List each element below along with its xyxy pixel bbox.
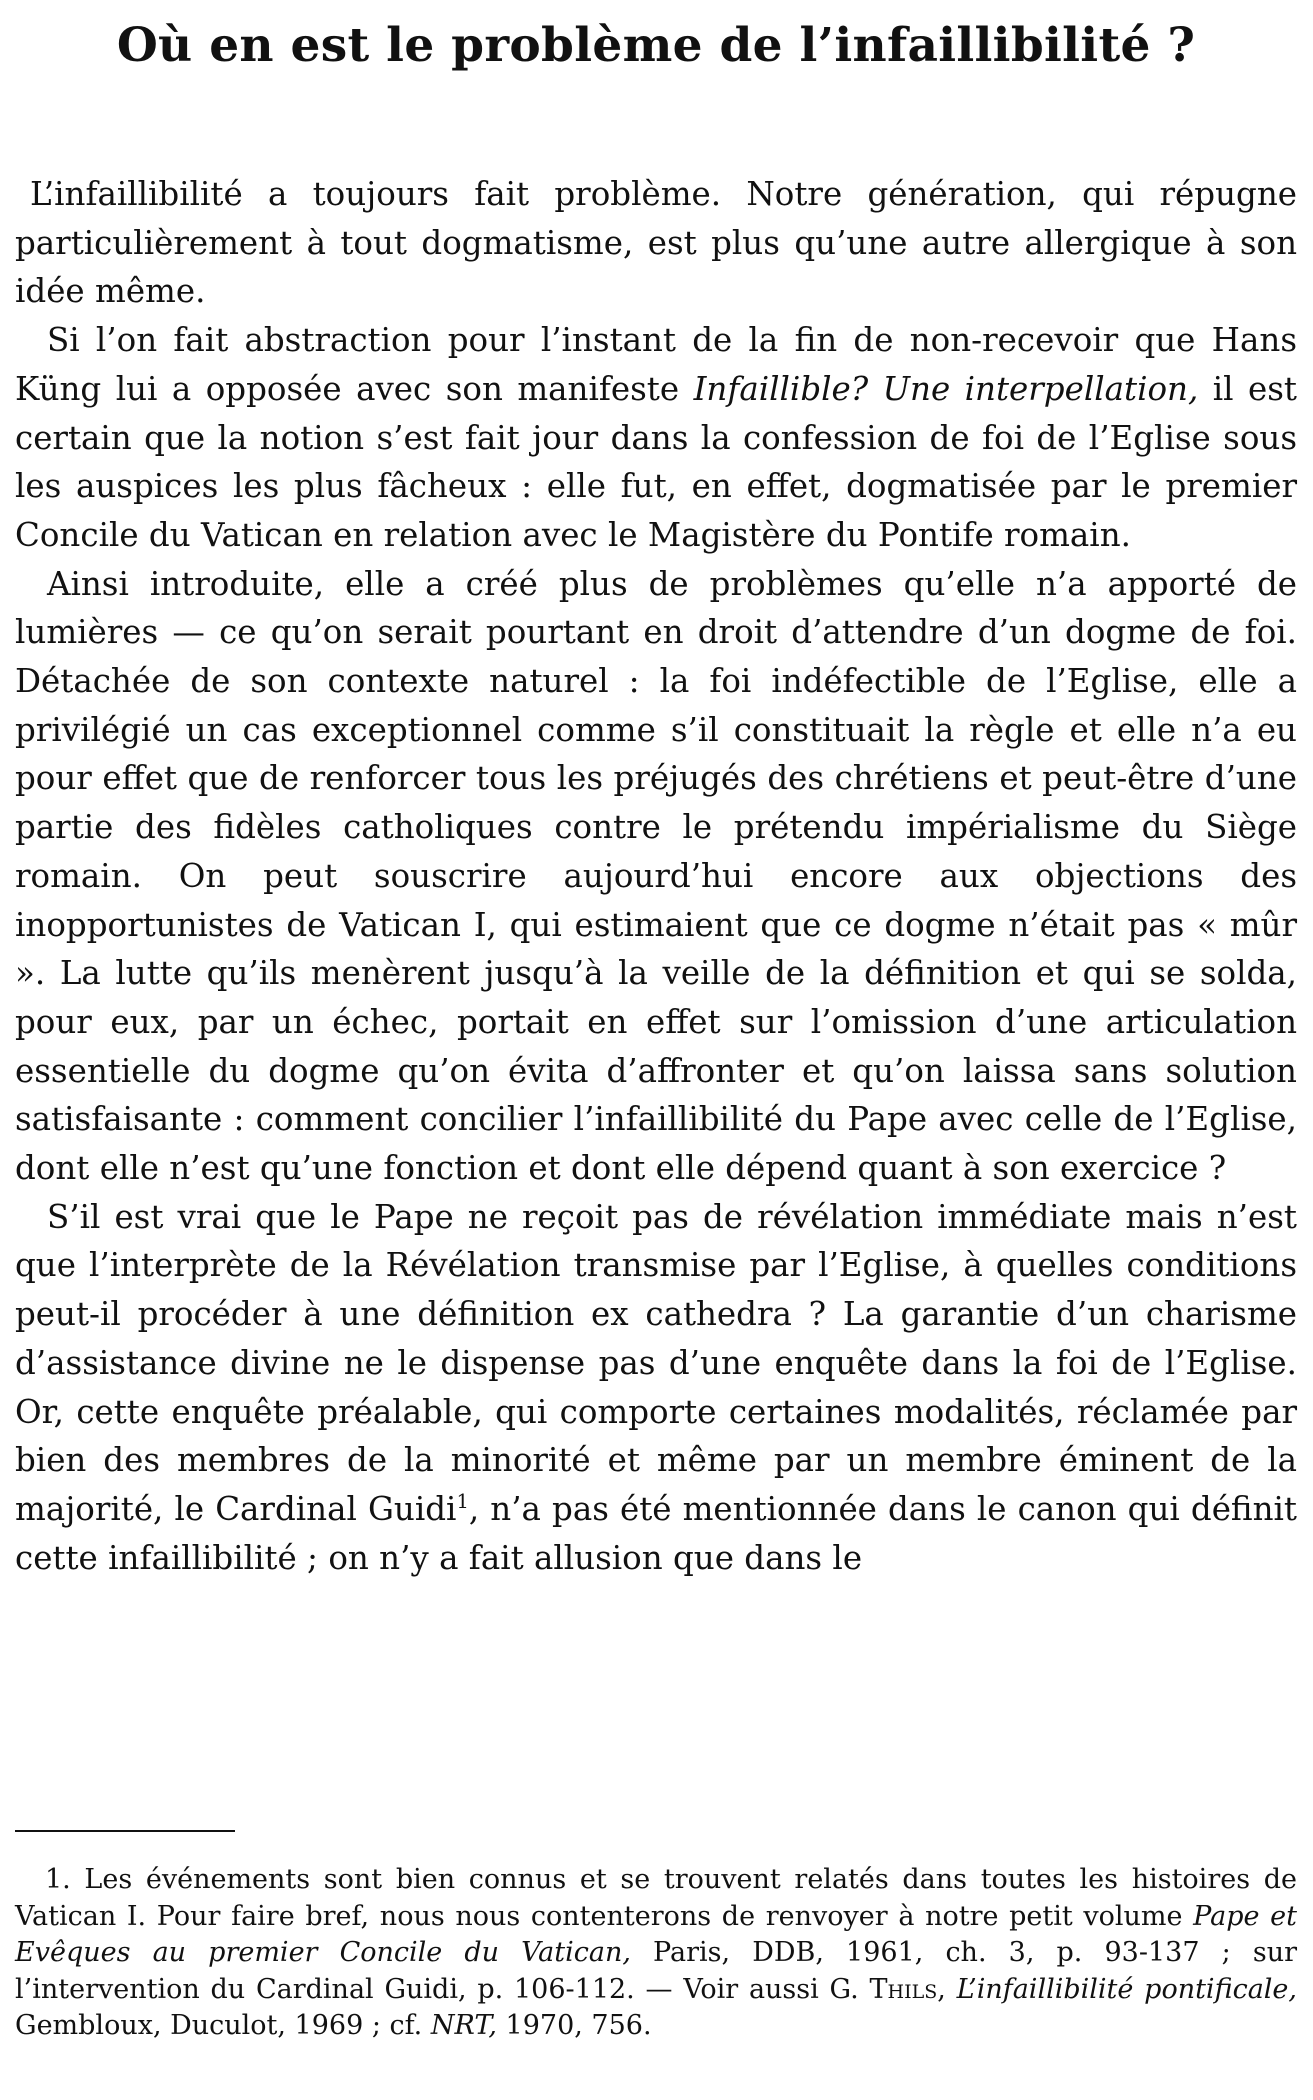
paragraph-2-text-b: il est certain que la notion s’est fait jour dans la confession de foi de l’Eglise sous les auspices les plus fâcheux : elle fut, en effet, dogmatisée par le premier Concile du Vatican en relation avec le Magistère du Pontife romain.	[15, 369, 1297, 554]
page-title: Où en est le problème de l’infaillibilité ?	[116, 18, 1196, 73]
paragraph-3	[15, 560, 1297, 1193]
paragraph-1	[15, 170, 1297, 316]
footnote-text-d: 1970, 756.	[496, 2010, 652, 2041]
footnote-text-c: Gembloux, Duculot, 1969 ; cf.	[15, 2010, 431, 2041]
footnote-1	[15, 1862, 1297, 2045]
paragraph-3-text: Ainsi introduite, elle a créé plus de problèmes qu’elle n’a apporté de lumières — ce qu’on serait pourtant en droit d’attendre d’un dogme de foi. Détachée de son contexte naturel : la foi indéfectible de l’Eglise, elle a privilégié un cas exceptionnel comme s’il constituait la règle et elle n’a eu pour effet que de renforcer tous les préjugés des chrétiens et peut-être d’une partie des fidèles catholiques contre le prétendu impérialisme du Siège romain. On peut souscrire aujourd’hui encore aux objections des inopportunistes de Vatican I, qui estimaient que ce dogme n’était pas « mûr ». La lutte qu’ils menèrent jusqu’à la veille de la définition et qui se solda, pour eux, par un échec, portait en effet sur l’omission d’une articulation essentielle du dogme qu’on évita d’affronter et qu’on laissa sans solution satisfaisante : comment concilier l’infaillibilité du Pape avec celle de l’Eglise, dont elle n’est qu’une fonction et dont elle dépend quant à son exercice ?	[15, 564, 1297, 1188]
footnote-divider	[15, 1830, 235, 1832]
footnote-space	[946, 1974, 957, 2005]
paragraph-2-text-a: Si l’on fait abstraction pour l’instant de la fin de non-recevoir que Hans Küng lui a opposée avec son manifeste	[15, 321, 1297, 408]
book-title-infaillible: Infaillible? Une interpellation,	[693, 369, 1199, 408]
footnote-text-b: Paris, DDB, 1961, ch. 3, p. 93-137 ; sur l’intervention du Cardinal Guidi, p. 106-112. — Voir aussi G.	[15, 1937, 1297, 2005]
paragraph-1-text: L’infaillibilité a toujours fait problème. Notre génération, qui répugne particulièrement à tout dogmatisme, est plus qu’une autre allergique à son idée même.	[15, 175, 1297, 311]
paragraph-4-text-b: , n’a pas été mentionnée dans le canon qui définit cette infaillibilité ; on n’y a fait allusion que dans le	[15, 1489, 1297, 1577]
footnote-journal-abbrev: NRT,	[430, 2010, 497, 2041]
footnote-book-title: Pape et Evêques au premier Concile du Vatican,	[15, 1900, 1297, 1968]
main-text	[15, 170, 1297, 1582]
footnote-work-title: L’infaillibilité pontificale,	[956, 1973, 1297, 2005]
paragraph-2	[15, 316, 1297, 560]
footnote-author-name: Thils,	[869, 1973, 946, 2005]
paragraph-4	[15, 1193, 1297, 1583]
footnote-ref-1: 1	[456, 1490, 469, 1514]
paragraph-4-text-a: S’il est vrai que le Pape ne reçoit pas de révélation immédiate mais n’est que l’interprète de la Révélation transmise par l’Eglise, à quelles conditions peut-il procéder à une définition ex cathedra ? La garantie d’un charisme d’assistance divine ne le dispense pas d’une enquête dans la foi de l’Eglise. Or, cette enquête préalable, qui comporte certaines modalités, réclamée par bien des membres de la minorité et même par un membre éminent de la majorité, le Cardinal Guidi	[15, 1197, 1297, 1528]
footnote-text-a: 1. Les événements sont bien connus et se trouvent relatés dans toutes les histoires de Vatican I. Pour faire bref, nous nous contenterons de renvoyer à notre petit volume	[15, 1864, 1297, 1932]
